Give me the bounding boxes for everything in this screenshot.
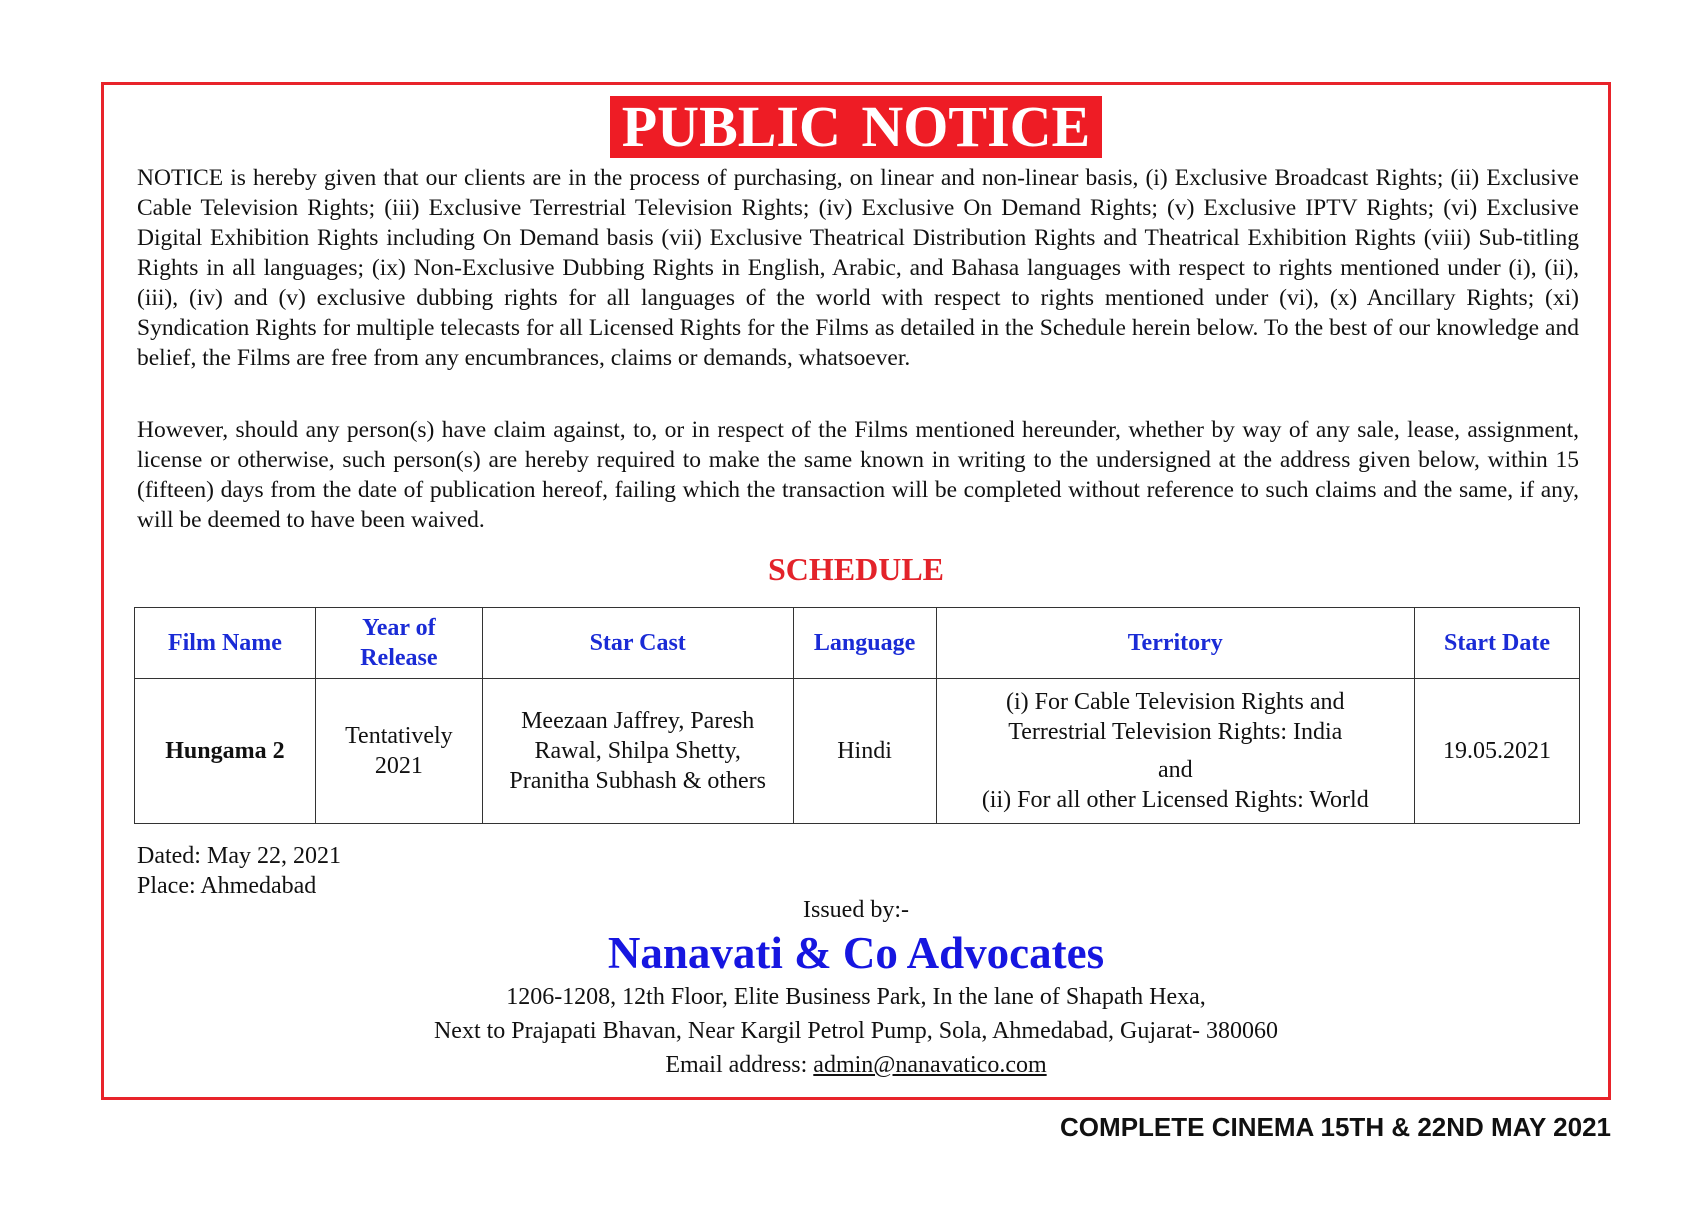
territory-and: and	[1157, 757, 1193, 783]
header-star-cast: Star Cast	[482, 608, 793, 679]
header-year-of-release	[315, 608, 482, 679]
cell-film-name: Hungama 2	[135, 679, 316, 824]
notice-paragraph-2: However, should any person(s) have claim against, to, or in respect of the Films mentioned hereunder, whether by way of any sale, lease, assignment, license or otherwise, such person(s) are hereby required to make the same known in writing to the undersigned at the address given below, within 15 (fifteen) days from the date of publication hereof, failing which the transaction will be completed without reference to such claims and the same, if any, will be deemed to have been waived.	[137, 417, 1579, 533]
territory-line3: (ii) For all other Licensed Rights: World	[981, 787, 1369, 813]
notice-paragraph-1: NOTICE is hereby given that our clients are in the process of purchasing, on linear and non-linear basis, (i) Exclusive Broadcast Rights; (ii) Exclusive Cable Television Rights; (iii) Exclusive Terrestrial Television Rights; (iv) Exclusive On Demand Rights; (v) Exclusive IPTV Rights; (vi) Exclusive Digital Exhibition Rights including On Demand basis (vii) Exclusive Theatrical Distribution Rights and Theatrical Exhibition Rights (viii) Sub-titling Rights in all languages; (ix) Non-Exclusive Dubbing Rights in English, Arabic, and Bahasa languages with respect to rights mentioned under (i), (ii), (iii), (iv) and (v) exclusive dubbing rights for all languages of the world with respect to rights mentioned under (vi), (x) Ancillary Rights; (xi) Syndication Rights for multiple telecasts for all Licensed Rights for the Films as detailed in the Schedule herein below. To the best of our knowledge and belief, the Films are free from any encumbrances, claims or demands, whatsoever.	[137, 165, 1579, 371]
header-language: Language	[793, 608, 936, 679]
territory-line1: (i) For Cable Television Rights and	[1006, 689, 1345, 715]
cell-language: Hindi	[793, 679, 936, 824]
address-line-2: Next to Prajapati Bhavan, Near Kargil Petrol Pump, Sola, Ahmedabad, Gujarat- 380060	[433, 1018, 1279, 1044]
header-start-date: Start Date	[1415, 608, 1580, 679]
email-line	[104, 1050, 1608, 1080]
title-wrap	[104, 96, 1608, 158]
cast-line2: Rawal, Shilpa Shetty,	[534, 738, 741, 764]
schedule-table	[134, 607, 1580, 824]
cast-line3: Pranitha Subhash & others	[509, 768, 767, 794]
table-row	[135, 679, 1580, 824]
address-line-1: 1206-1208, 12th Floor, Elite Business Park, In the lane of Shapath Hexa,	[506, 984, 1206, 1010]
dated-place-block	[137, 841, 341, 901]
cell-start-date: 19.05.2021	[1415, 679, 1580, 824]
header-film-name: Film Name	[135, 608, 316, 679]
notice-title: PUBLIC NOTICE	[610, 96, 1102, 158]
territory-line2: Terrestrial Television Rights: India	[1008, 719, 1343, 745]
cast-line1: Meezaan Jaffrey, Paresh	[521, 708, 755, 734]
issued-by: Issued by:-	[803, 897, 909, 923]
cell-year-of-release	[315, 679, 482, 824]
year-line1: Tentatively	[345, 723, 453, 749]
schedule-heading: SCHEDULE	[767, 551, 945, 587]
publication-footer: COMPLETE CINEMA 15TH & 22ND MAY 2021	[1060, 1112, 1611, 1142]
header-territory: Territory	[936, 608, 1415, 679]
dated-text: Dated: May 22, 2021	[137, 843, 341, 869]
cell-territory	[936, 679, 1415, 824]
year-line2: 2021	[374, 753, 423, 779]
table-header-row	[135, 608, 1580, 679]
firm-name: Nanavati & Co Advocates	[607, 928, 1105, 978]
header-year-line1: Year of	[362, 615, 436, 641]
email-link[interactable]: admin@nanavatico.com	[813, 1052, 1047, 1078]
header-year-line2: Release	[360, 645, 438, 671]
cell-star-cast	[482, 679, 793, 824]
email-label: Email address:	[665, 1052, 814, 1078]
notice-frame	[101, 82, 1611, 1100]
place-text: Place: Ahmedabad	[137, 873, 317, 899]
